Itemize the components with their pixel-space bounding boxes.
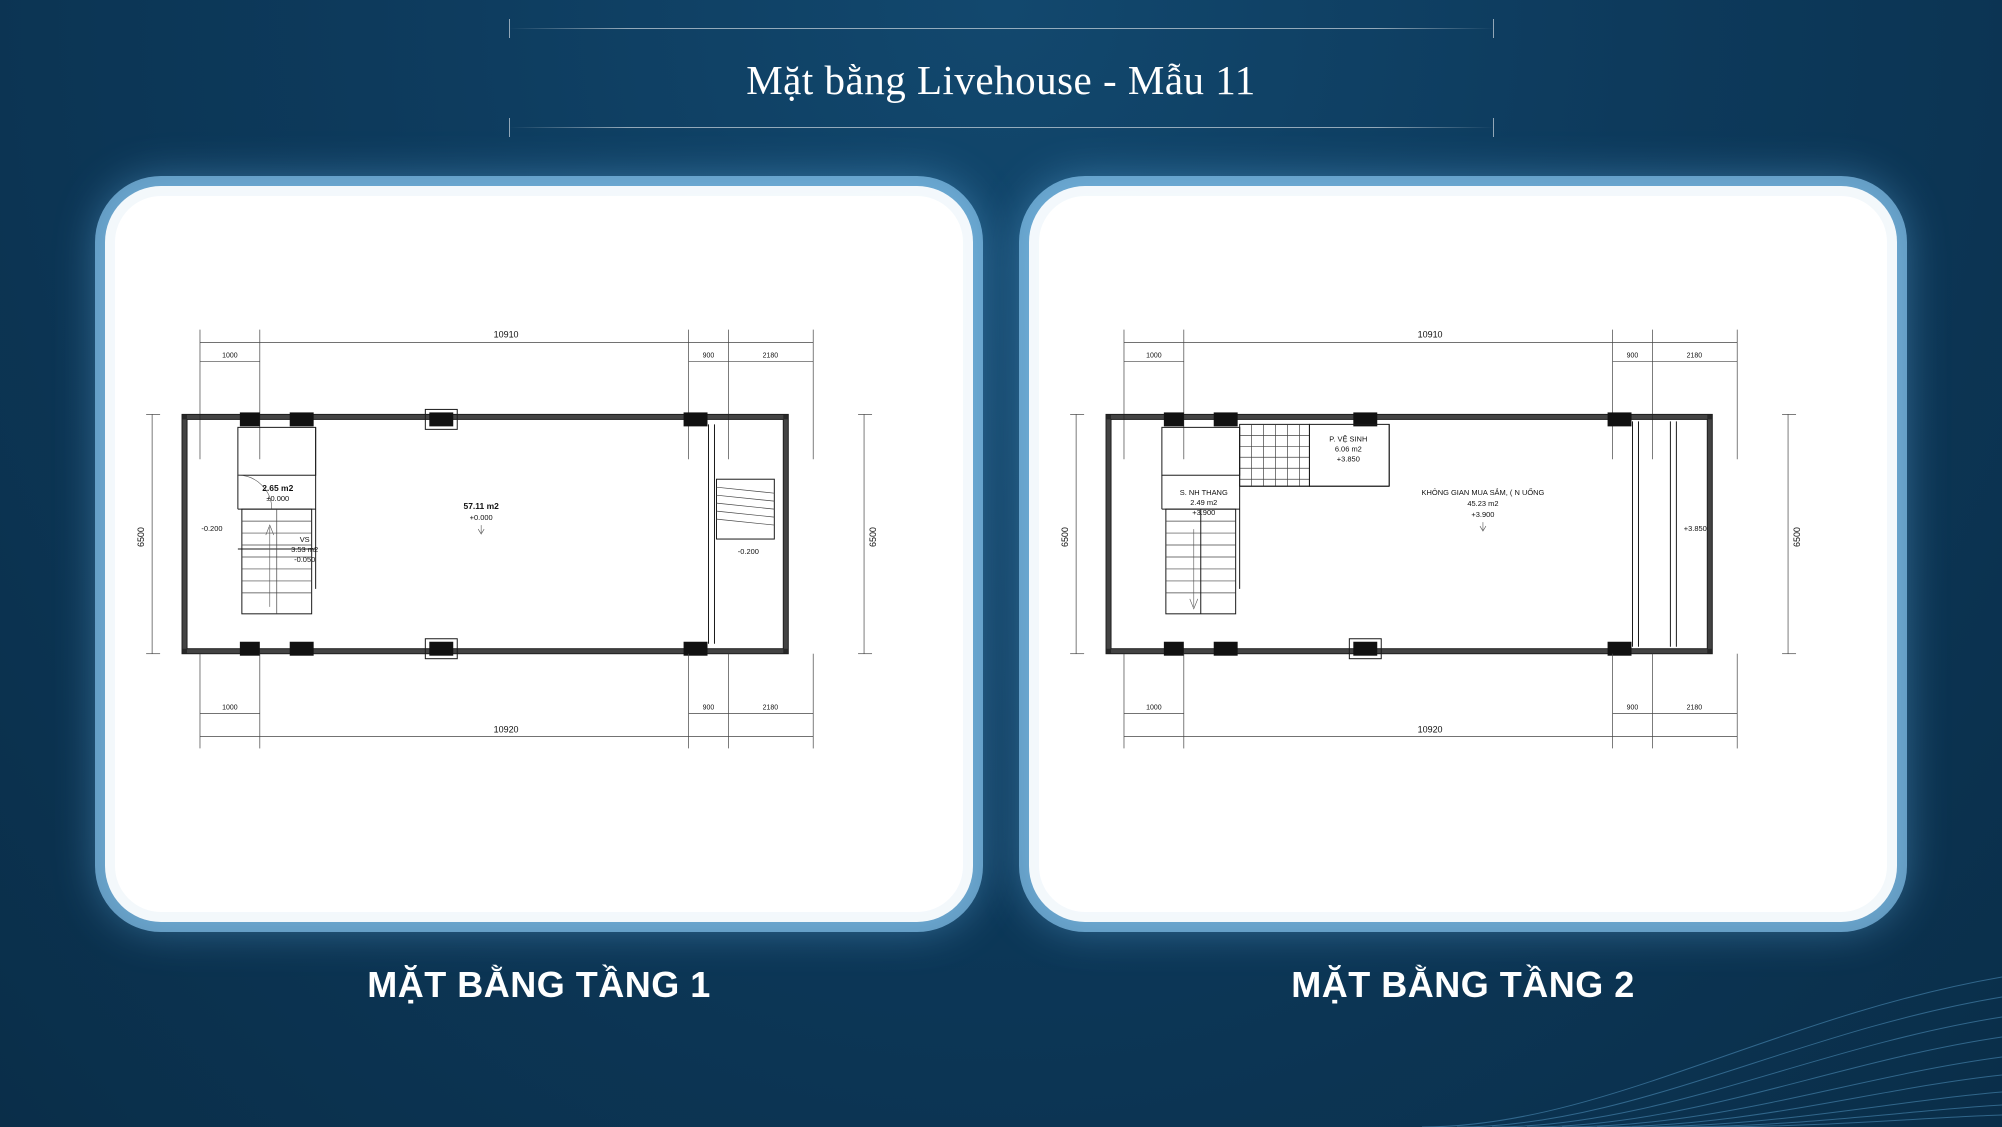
- room-label-1-a: [262, 483, 293, 503]
- dim-top-right1-1: 900: [702, 352, 715, 360]
- dim-left-height-1: 6500: [136, 527, 147, 548]
- dim-bottom-right2-1: 2180: [762, 704, 779, 712]
- dim-sides-1: [136, 414, 878, 653]
- plan-block-floor-1: [115, 196, 963, 1006]
- room-label-2-balcony: [1684, 524, 1707, 533]
- room-level-2stair: +3.900: [1192, 508, 1216, 518]
- room-level-1left: -0.200: [201, 524, 223, 534]
- dim-top-right2-1: 2180: [762, 352, 779, 360]
- room-area-2wc: 6.06 m2: [1334, 444, 1362, 454]
- dim-bottom-overall-2: 10920: [1417, 724, 1443, 735]
- room-name-2wc: P. VỆ SINH: [1329, 434, 1368, 444]
- dim-top-overall-1: 10910: [493, 329, 519, 340]
- room-level-1right: -0.200: [737, 547, 759, 556]
- room-name-2stair: S. NH THANG: [1179, 488, 1228, 498]
- room-area-1a: 2.65 m2: [262, 483, 294, 494]
- dim-bottom-right1-1: 900: [702, 704, 715, 712]
- stair-2: [1166, 509, 1236, 614]
- room-level-1vs: -0.050: [294, 554, 316, 564]
- title-rule-top: [509, 28, 1494, 29]
- dim-bottom-left-2: 1000: [1146, 704, 1162, 712]
- outer-wall-1: [182, 414, 788, 653]
- dim-bottom-left-1: 1000: [222, 704, 238, 712]
- dim-top-overall-2: 10910: [1417, 329, 1443, 340]
- plan-card-floor-1[interactable]: [115, 196, 963, 912]
- balcony-2: [1633, 421, 1677, 646]
- dim-top-2: [1124, 330, 1737, 460]
- room-label-1-left-terrace: [201, 524, 222, 533]
- room-level-1main: +0.000: [469, 513, 493, 523]
- dim-sides-2: [1060, 414, 1802, 653]
- dim-bottom-right2-2: 2180: [1686, 704, 1703, 712]
- dim-top-right2-2: 2180: [1686, 352, 1703, 360]
- room-name-1vs: VS: [299, 535, 310, 545]
- plan-caption-floor-1: MẶT BẰNG TẦNG 1: [367, 964, 711, 1005]
- columns-1: [240, 409, 708, 658]
- plan-caption-floor-2: MẶT BẰNG TẦNG 2: [1291, 964, 1635, 1005]
- dim-bottom-2: [1124, 654, 1737, 749]
- dim-top-1: [200, 330, 813, 460]
- columns-2: [1164, 412, 1632, 658]
- dim-top-right1-2: 900: [1626, 352, 1639, 360]
- dim-top-left-1: 1000: [222, 352, 238, 360]
- room-level-2balcony: +3.850: [1683, 524, 1707, 534]
- dim-right-height-1: 6500: [868, 527, 879, 548]
- dim-bottom-1: [200, 654, 813, 749]
- plans-row: [0, 196, 2002, 1006]
- dim-bottom-overall-1: 10920: [493, 724, 519, 735]
- plan-block-floor-2: [1039, 196, 1887, 1006]
- floorplan-drawing-floor-1: [129, 210, 949, 898]
- plan-card-inner-floor-1: [129, 210, 949, 898]
- dim-left-height-2: 6500: [1060, 527, 1071, 548]
- room-area-2main: 45.23 m2: [1467, 499, 1499, 509]
- room-label-1-right-terrace: [738, 547, 759, 556]
- room-label-2-main: [1422, 487, 1545, 531]
- room-label-1-vs: [291, 535, 318, 564]
- room-area-1main: 57.11 m2: [463, 501, 499, 512]
- room-area-2stair: 2.49 m2: [1190, 498, 1218, 508]
- room-label-1-main: [464, 501, 500, 534]
- room-level-1a: ±0.000: [266, 494, 290, 504]
- room-label-2-stair: [1180, 488, 1228, 517]
- title-block: [0, 28, 2002, 128]
- outer-wall-2: [1106, 414, 1712, 653]
- title-rule-bottom: [509, 127, 1494, 128]
- room-area-1vs: 3.53 m2: [291, 545, 319, 555]
- dim-right-height-2: 6500: [1792, 527, 1803, 548]
- page-title: Mặt bằng Livehouse - Mẫu 11: [746, 57, 1256, 103]
- room-level-2wc: +3.850: [1336, 454, 1360, 464]
- plan-card-inner-floor-2: [1053, 210, 1873, 898]
- room-label-2-wc: [1329, 434, 1367, 463]
- dim-bottom-right1-2: 900: [1626, 704, 1639, 712]
- room-level-2main: +3.900: [1471, 510, 1495, 520]
- floorplan-drawing-floor-2: [1053, 210, 1873, 898]
- plan-card-floor-2[interactable]: [1039, 196, 1887, 912]
- right-stair-1: [709, 424, 775, 643]
- dim-top-left-2: 1000: [1146, 352, 1162, 360]
- room-name-2main: KHÔNG GIAN MUA SẮM, ( N UỐNG: [1421, 488, 1545, 498]
